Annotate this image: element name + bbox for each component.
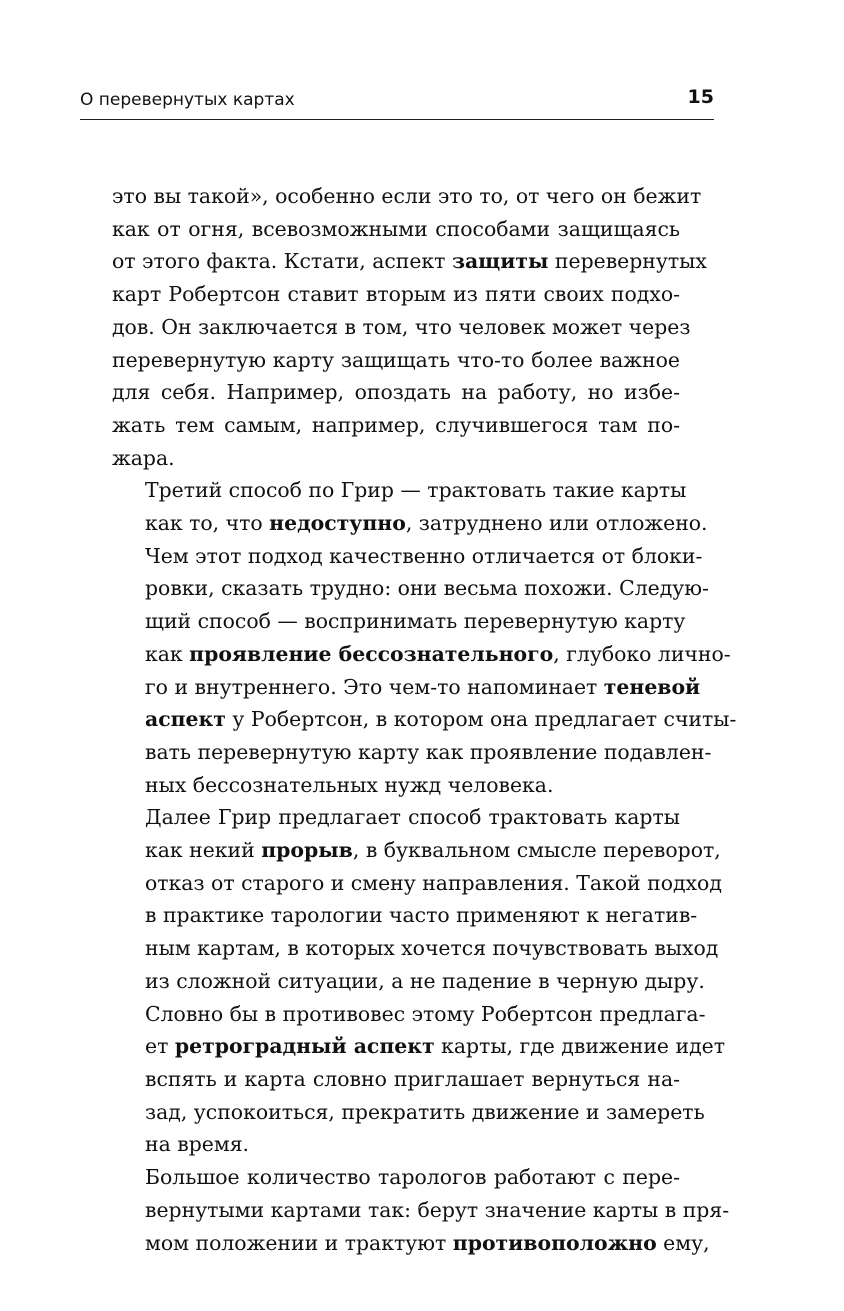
text-run: перевернутых [548,249,707,274]
text-run: жара. [112,445,175,470]
text-run: карт Робертсон ставит вторым из пяти своих подхо- [112,282,680,307]
text-run: вернутыми картами так: берут значение карты в пря- [145,1197,730,1222]
text-line [112,998,706,1031]
page-number: 15 [687,86,714,108]
header-rule [80,119,714,120]
paragraph-1 [112,180,707,474]
text-line [112,703,737,736]
text-line [112,834,721,867]
text-run: карты, где движение идет [434,1034,725,1059]
text-line [112,867,722,900]
text-run: на время. [145,1132,250,1157]
bold-term: недоступно [269,511,406,536]
text-run: от этого факта. Кстати, аспект [112,249,452,274]
text-line [112,769,680,802]
text-line [112,638,731,671]
text-line [112,507,708,540]
text-line [112,932,719,965]
text-line [112,572,709,605]
text-run: Словно бы в противовес этому Робертсон предлага- [145,1001,706,1026]
bold-term: теневой [603,674,701,699]
text-line [112,1096,705,1129]
text-run: у Робертсон, в котором она предлагает считы- [225,707,737,732]
bold-term: противоположно [452,1230,657,1255]
chapter-title: О перевернутых картах [80,90,295,110]
text-line [112,409,680,442]
text-line [112,1161,680,1194]
text-line [112,899,698,932]
text-run: ему, [656,1230,710,1255]
text-run: го и внутреннего. Это чем-то напоминает [145,674,604,699]
text-run: Большое количество тарологов работают с пере- [145,1165,680,1190]
text-line [112,801,680,834]
text-run: щий способ — воспринимать перевернутую карту [145,609,686,634]
text-run: ет [145,1034,175,1059]
bold-term: ретроградный аспект [174,1034,435,1059]
text-run: это вы такой», особенно если это то, от чего он бежит [112,184,702,208]
text-line [112,1227,710,1260]
text-line [112,376,680,409]
paragraph-2 [112,474,737,801]
bold-term: проявление бессознательного [189,641,554,666]
text-line [112,736,712,769]
text-line [112,311,691,344]
bold-term: защиты [451,249,549,274]
text-run: мом положении и трактуют [145,1230,453,1255]
text-run: , в буквальном смысле переворот, [352,838,721,863]
text-line [112,1194,730,1227]
text-run: как то, что [145,511,270,536]
text-run: Далее Грир предлагает способ трактовать карты [145,805,680,830]
text-line [112,474,687,507]
text-run: ных бессознательных нужд человека. [145,772,554,797]
text-run: для себя. Например, опоздать на работу, но избе- [112,380,680,405]
text-run: как от огня, всевозможными способами защищаясь [112,216,680,241]
text-line [112,965,705,998]
text-run: вспять и карта словно приглашает вернуться на- [145,1066,680,1091]
text-line [112,605,686,638]
text-run: из сложной ситуации, а не падение в черную дыру. [145,968,705,993]
text-run: как [145,641,190,666]
text-run: ровки, сказать трудно: они весьма похожи. Следую- [145,576,709,601]
bold-term: прорыв [261,838,353,863]
text-run: , глубоко лично- [553,641,731,666]
bold-term: аспект [145,707,226,732]
text-run: , затруднено или отложено. [405,511,708,536]
text-run: зад, успокоиться, прекратить движение и замереть [145,1099,705,1124]
text-run: отказ от старого и смену направления. Такой подход [145,870,722,895]
text-line [112,1063,680,1096]
text-line [112,213,680,246]
text-run: Чем этот подход качественно отличается от блоки- [145,543,703,568]
text-run: вать перевернутую карту как проявление подавлен- [145,739,712,764]
text-line [112,1128,680,1161]
text-line [112,540,703,573]
text-run: ным картам, в которых хочется почувствовать выход [145,936,719,961]
paragraph-3 [112,801,725,1161]
text-run: Третий способ по Грир — трактовать такие карты [145,478,687,503]
text-line [112,278,680,311]
text-line [112,1030,725,1063]
text-run: дов. Он заключается в том, что человек может через [112,314,691,339]
running-header [80,86,714,118]
text-run: жать тем самым, например, случившегося там по- [112,412,680,437]
text-line [112,344,680,377]
text-run: перевернутую карту защищать что-то более важное [112,347,680,372]
text-line [112,442,680,475]
text-run: в практике тарологии часто применяют к негатив- [145,903,698,928]
text-line [112,245,707,278]
paragraph-4 [112,1161,730,1259]
body-text [112,180,737,1259]
text-line [112,180,702,213]
text-line [112,671,701,704]
text-run: как некий [145,838,262,863]
